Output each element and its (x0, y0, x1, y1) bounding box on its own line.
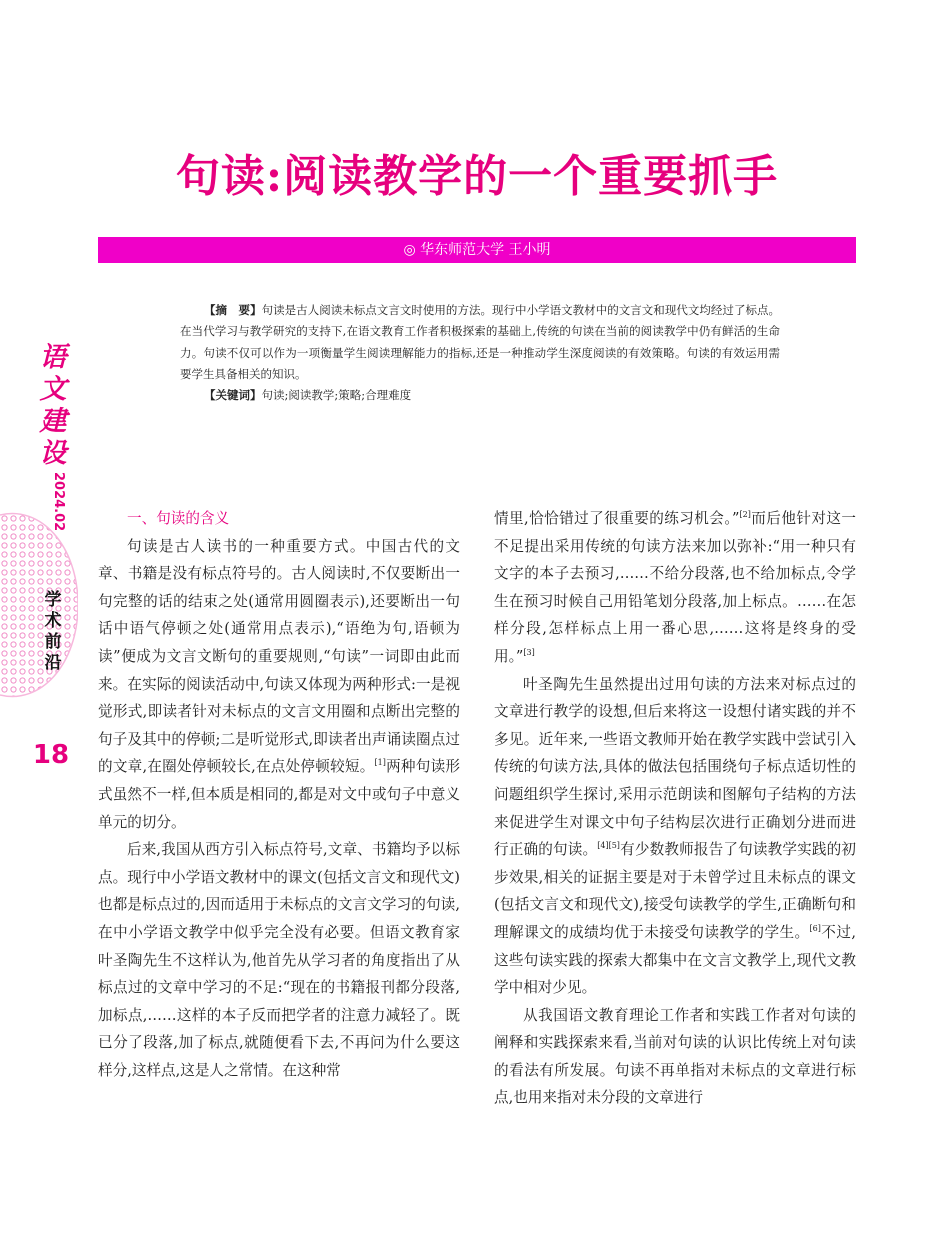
side-decoration-pattern (0, 505, 78, 705)
citation-ref: [4][5] (597, 841, 620, 851)
body-paragraph (98, 533, 460, 837)
column-char: 学 (44, 590, 62, 610)
abstract-block (180, 300, 780, 406)
citation-ref: [6] (809, 924, 821, 934)
keywords-paragraph (180, 385, 780, 406)
keywords-text: 句读;阅读教学;策略;合理难度 (261, 388, 412, 403)
body-column-right (494, 505, 856, 1112)
column-name-vertical (40, 590, 66, 674)
section-heading: 一、句读的含义 (127, 510, 230, 527)
keywords-label: 【关键词】 (204, 388, 262, 403)
paragraph-text: 两种句读形式虽然不一样,但本质是相同的,都是对文中或句子中意义单元的切分。 (98, 758, 460, 831)
abstract-text: 句读是古人阅读未标点文言文时使用的方法。现行中小学语文教材中的文言文和现代文均经过了标点。在当代学习与教学研究的支持下,在语文教育工作者积极探索的基础上,传统的句读在当前的阅读教学中仍有鲜活的生命力。句读不仅可以作为一项衡量学生阅读理解能力的指标,还是一种推动学生深度阅读的有效策略。句读的有效运用需要学生具备相关的知识。 (180, 303, 781, 381)
paragraph-text: 句读是古人读书的一种重要方式。中国古代的文章、书籍是没有标点符号的。古人阅读时,不仅要断出一句完整的话的结束之处(通常用圆圈表示),还要断出一句话中语气停顿之处(通常用点表示),“语绝为句,语顿为读”便成为文言文断句的重要规则,“句读”一词即由此而来。在实际的阅读活动中,句读又体现为两种形式:一是视觉形式,即读者针对未标点的文言文用圈和点断出完整的句子及其中的停顿;二是听觉形式,即读者出声诵读圈点过的文章,在圈处停顿较长,在点处停顿较短。 (98, 537, 460, 776)
column-char: 前 (44, 632, 62, 652)
citation-ref: [2] (739, 510, 751, 520)
journal-char: 设 (39, 438, 67, 469)
body-column-left (98, 505, 460, 1084)
paragraph-text: 情里,恰恰错过了很重要的练习机会。” (494, 510, 740, 527)
author-bar: ◎ 华东师范大学 王小明 (98, 237, 856, 263)
column-char: 术 (44, 611, 62, 631)
body-paragraph: 后来,我国从西方引入标点符号,文章、书籍均予以标点。现行中小学语文教材中的课文(包括文言文和现代文)也都是标点过的,因而适用于未标点的文言文学习的句读,在中小学语文教学中似乎完全没有必要。但语文教育家叶圣陶先生不这样认为,他首先从学习者的角度指出了从标点过的文章中学习的不足:“现在的书籍报刊都分段落,加标点,……这样的本子反而把学者的注意力减轻了。既已分了段落,加了标点,就随便看下去,不再问为什么要这样分,这样点,这是人之常情。在这种常 (98, 841, 460, 1079)
column-char: 沿 (44, 653, 62, 673)
citation-ref: [3] (523, 648, 535, 658)
body-paragraph (494, 671, 856, 1002)
paragraph-text: 而后他针对这一不足提出采用传统的句读方法来加以弥补:“用一种只有文字的本子去预习,……不给分段落,也不给加标点,令学生在预习时候自己用铅笔划分段落,加上标点。……在怎样分段,怎样标点上用一番心思,……这将是终身的受用。” (494, 510, 856, 665)
journal-issue: 2024.02 (51, 472, 66, 532)
body-paragraph (494, 505, 856, 671)
article-title: 句读:阅读教学的一个重要抓手 (175, 151, 779, 202)
journal-char: 建 (39, 406, 67, 437)
journal-char: 文 (39, 374, 67, 405)
journal-char: 语 (39, 342, 67, 373)
abstract-label: 【摘 要】 (204, 303, 262, 317)
abstract-paragraph (180, 300, 780, 385)
paragraph-text: 不过,这些句读实践的探索大都集中在文言文教学上,现代文教学中相对少见。 (494, 923, 856, 997)
body-paragraph: 从我国语文教育理论工作者和实践工作者对句读的阐释和实践探索来看,当前对句读的认识比传统上对句读的看法有所发展。句读不再单指对未标点的文章进行标点,也用来指对未分段的文章进行 (494, 1006, 856, 1107)
paragraph-text: 叶圣陶先生虽然提出过用句读的方法来对标点过的文章进行教学的设想,但后来将这一设想付诸实践的并不多见。近年来,一些语文教师开始在教学实践中尝试引入传统的句读方法,具体的做法包括围绕句子标点适切性的问题组织学生探讨,采用示范朗读和图解句子结构的方法来促进学生对课文中句子结构层次进行正确划分进而进行正确的句读。 (494, 675, 856, 859)
paragraph-text: 有少数教师报告了句读教学实践的初步效果,相关的证据主要是对于未曾学过且未标点的课文(包括文言文和现代文),接受句读教学的学生,正确断句和理解课文的成绩均优于未接受句读教学的学生。 (494, 841, 856, 941)
citation-ref: [1] (374, 758, 386, 768)
page-number: 18 (32, 740, 70, 770)
journal-name-vertical (38, 342, 68, 470)
